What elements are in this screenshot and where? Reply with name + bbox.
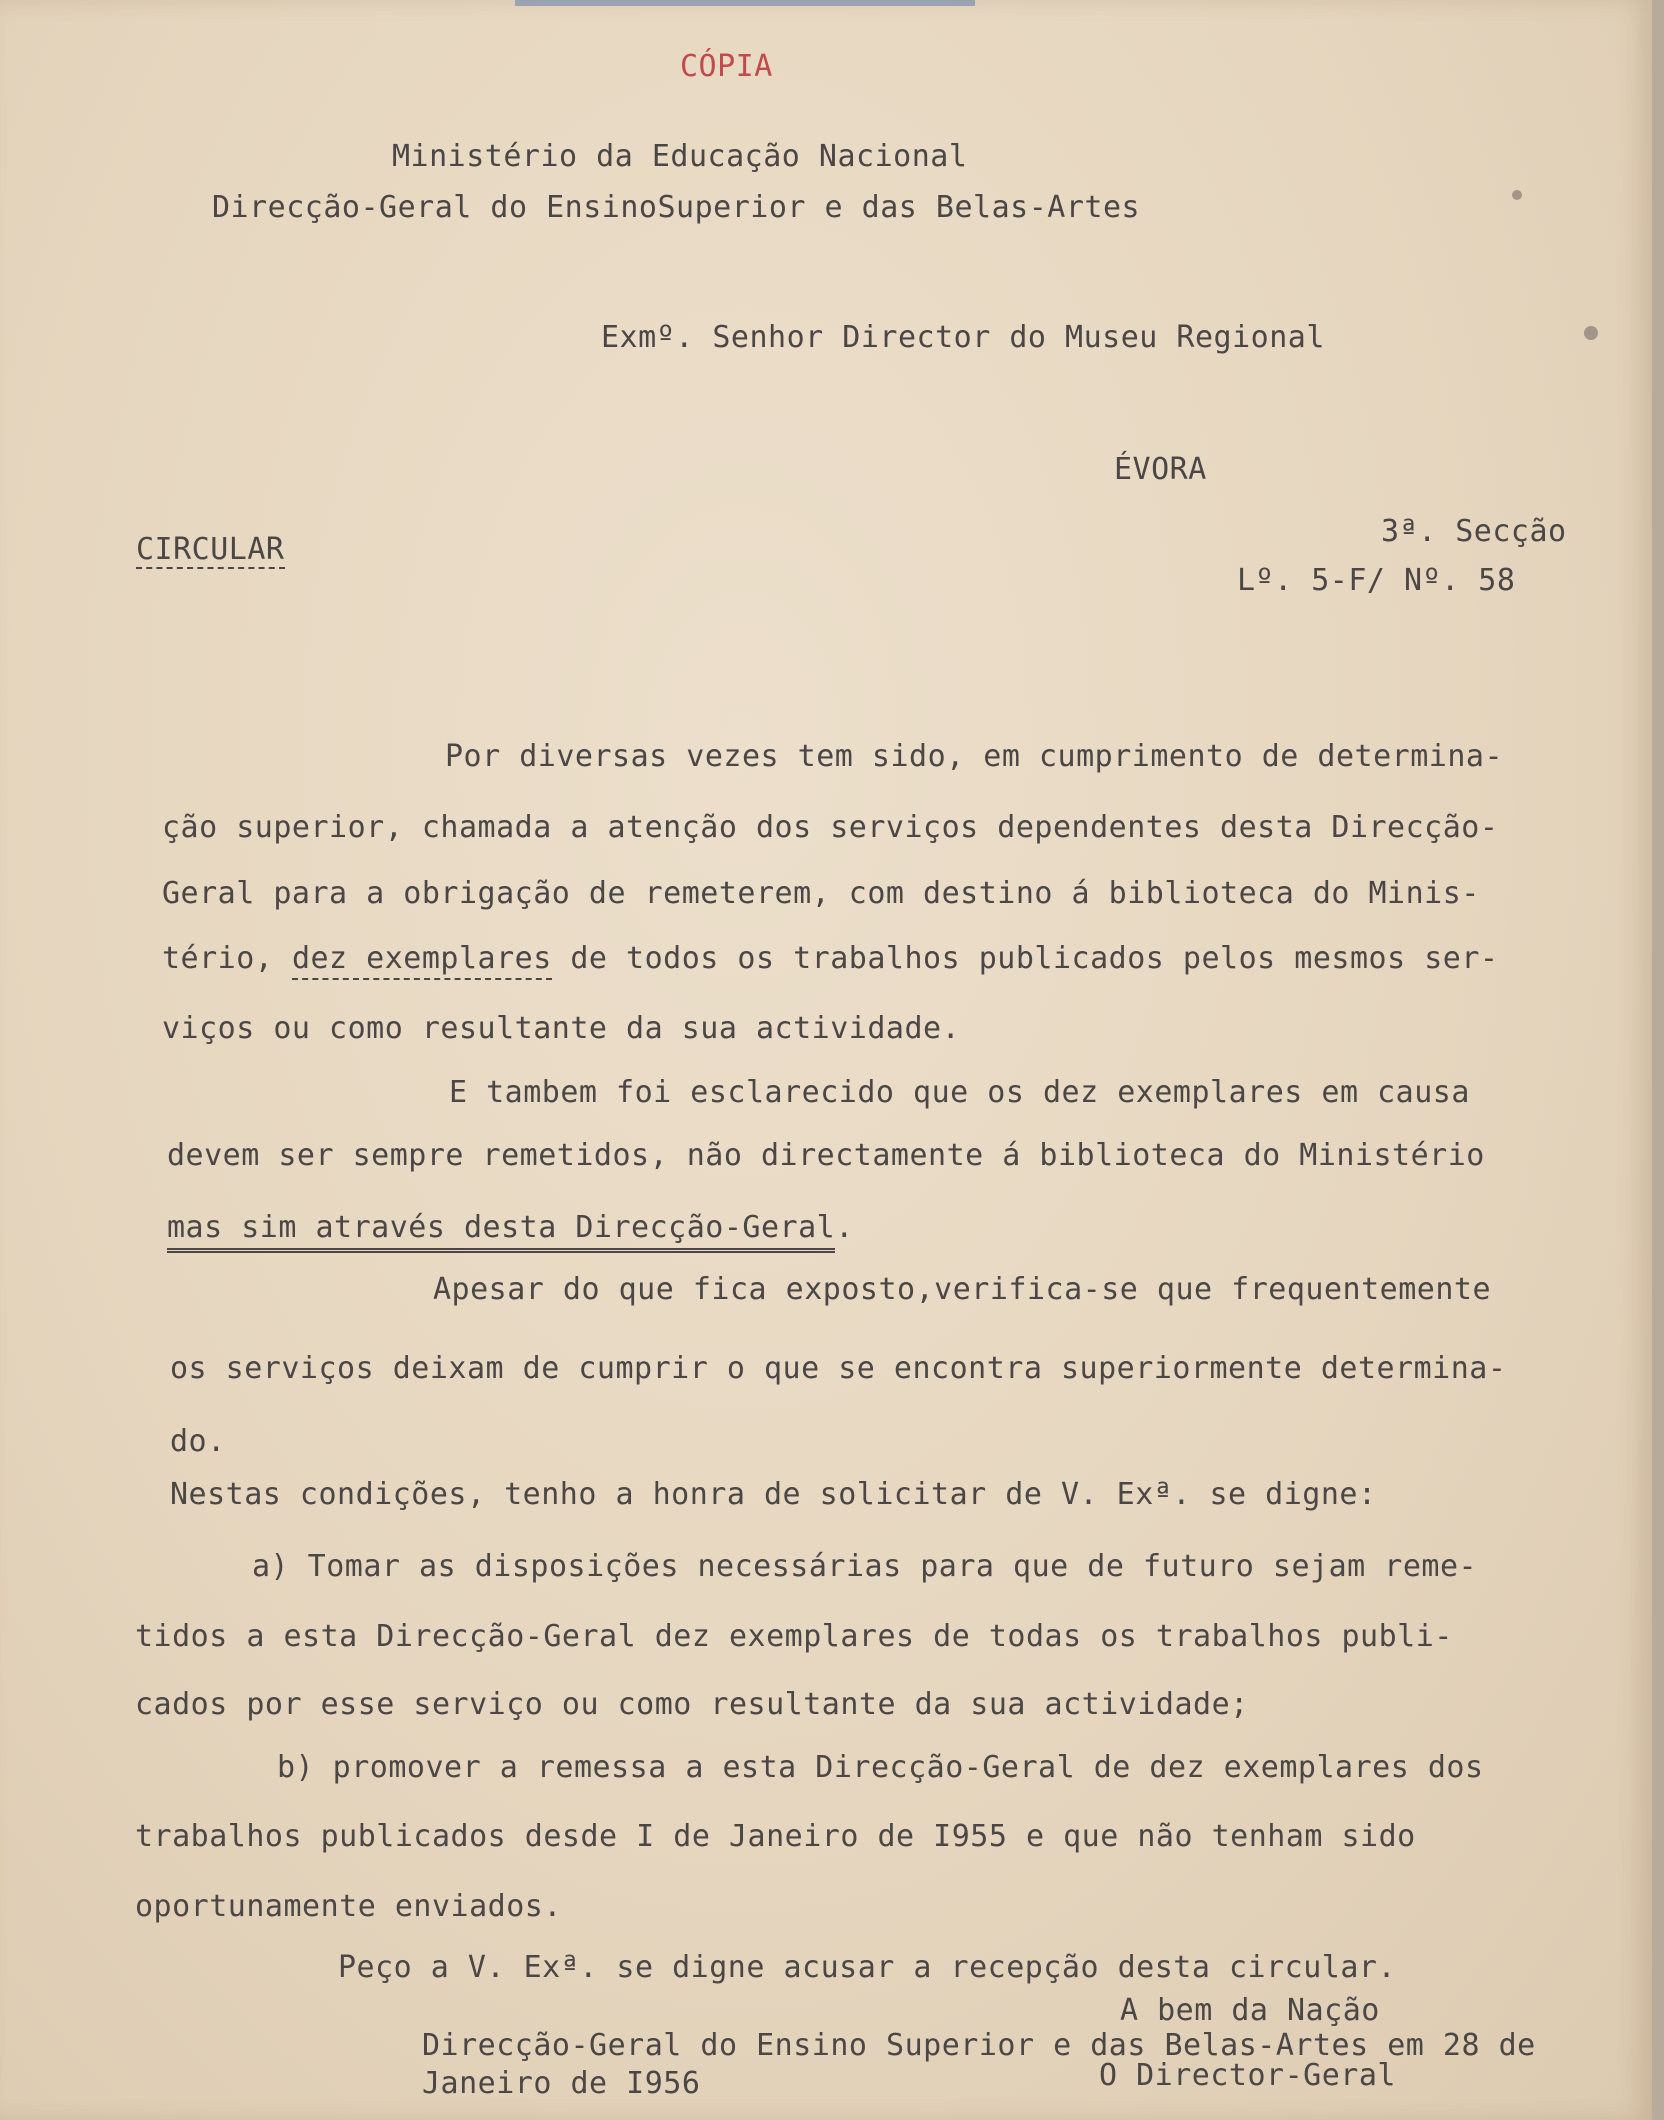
ministry-name: Ministério da Educação Nacional [392, 139, 968, 174]
stain-mark [1584, 326, 1598, 340]
addressee-city: ÉVORA [1114, 452, 1207, 487]
place-and-date: Direcção-Geral do Ensino Superior e das Belas-Artes em 28 de [422, 2028, 1536, 2063]
page-edge [1652, 0, 1664, 2120]
copy-label: CÓPIA [680, 49, 773, 84]
list-item-b: oportunamente enviados. [135, 1889, 562, 1924]
binder-clip [515, 0, 975, 6]
signatory-title: O Director-Geral [1099, 2058, 1396, 2093]
addressee-salutation: Exmº. Senhor Director do Museu Regional [601, 320, 1325, 355]
body-line [162, 941, 1499, 976]
closing-motto: A bem da Nação [1120, 1993, 1380, 2028]
place-and-date: Janeiro de I956 [422, 2066, 701, 2101]
body-line: do. [170, 1424, 226, 1459]
circular-label: CIRCULAR [136, 532, 285, 567]
list-item-a: a) Tomar as disposições necessárias para que de futuro sejam reme- [252, 1549, 1478, 1584]
body-line: devem ser sempre remetidos, não directamente á biblioteca do Ministério [167, 1138, 1485, 1173]
body-line: ção superior, chamada a atenção dos serviços dependentes desta Direcção- [162, 810, 1499, 845]
book-number-reference: Lº. 5-F/ Nº. 58 [1237, 563, 1516, 598]
body-line: Apesar do que fica exposto,verifica-se que frequentemente [433, 1272, 1492, 1307]
body-line: Nestas condições, tenho a honra de solicitar de V. Exª. se digne: [170, 1477, 1377, 1512]
directorate-name: Direcção-Geral do EnsinoSuperior e das Belas-Artes [212, 190, 1141, 225]
body-line: viços ou como resultante da sua actividade. [162, 1011, 961, 1046]
body-line: Por diversas vezes tem sido, em cumprimento de determina- [445, 739, 1504, 774]
body-text: de todos os trabalhos publicados pelos mesmos ser- [551, 941, 1499, 976]
double-underlined-emphasis: mas sim através desta Direcção-Geral [167, 1210, 835, 1253]
underlined-emphasis: dez exemplares [292, 941, 552, 980]
body-line: Geral para a obrigação de remeterem, com destino á biblioteca do Minis- [162, 876, 1480, 911]
list-item-a: tidos a esta Direcção-Geral dez exemplares de todas os trabalhos publi- [135, 1619, 1453, 1654]
section-reference: 3ª. Secção [1381, 514, 1567, 549]
list-item-a: cados por esse serviço ou como resultante da sua actividade; [135, 1687, 1249, 1722]
body-text: tério, [162, 941, 292, 976]
list-item-b: b) promover a remessa a esta Direcção-Geral de dez exemplares dos [277, 1750, 1484, 1785]
list-item-b: trabalhos publicados desde I de Janeiro de I955 e que não tenham sido [135, 1819, 1416, 1854]
body-line: os serviços deixam de cumprir o que se encontra superiormente determina- [170, 1351, 1507, 1386]
body-line: E tambem foi esclarecido que os dez exemplares em causa [449, 1075, 1470, 1110]
closing-request: Peço a V. Exª. se digne acusar a recepção desta circular. [338, 1950, 1397, 1985]
body-text: . [835, 1210, 854, 1245]
body-line [167, 1210, 854, 1245]
stain-mark [1512, 190, 1522, 200]
